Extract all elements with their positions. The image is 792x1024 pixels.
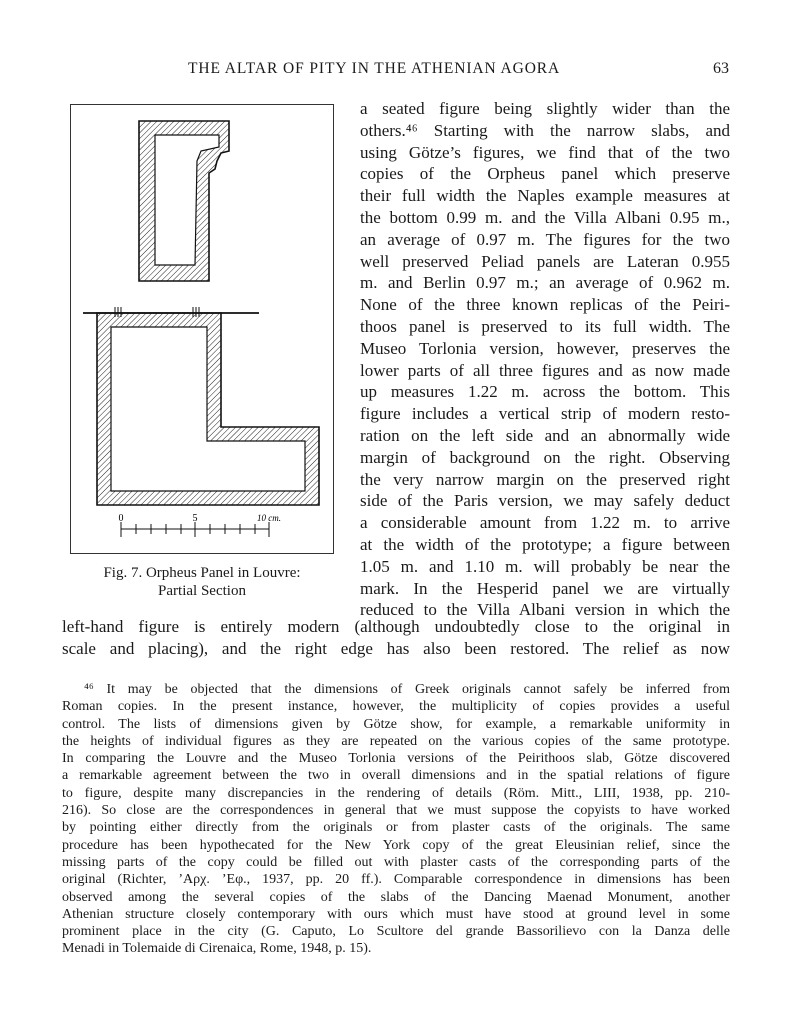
text-line: the very narrow margin on the preserved right xyxy=(360,469,730,489)
footnote-line: 216). So close are the correspondences in general that we must suppose the copyists to have worked xyxy=(62,803,730,819)
text-line: well preserved Peliad panels are Lateran 0.955 xyxy=(360,251,730,271)
footnote-line: Roman copies. In the present instance, however, the multiplicity of copies provides a useful xyxy=(62,699,730,715)
text-line: 1.05 m. and 1.10 m. will probably be near the xyxy=(360,556,730,576)
text-line: a seated figure being slightly wider than the xyxy=(360,99,730,118)
text-line: using Götze’s figures, we find that of the two xyxy=(360,142,730,162)
caption-line-1: Fig. 7. Orpheus Panel in Louvre: xyxy=(103,565,301,581)
footnote-line: observed among the several copies of the slabs of the Dancing Maenad Monument, another xyxy=(62,889,730,905)
footnote-line: by pointing either directly from the originals or from plaster casts of the originals. The same xyxy=(62,820,730,836)
text-line: left-hand figure is entirely modern (although undoubtedly close to the original in xyxy=(62,617,730,636)
footnote-line: control. The lists of dimensions given by Götze show, for example, a remarkable uniformity in xyxy=(62,716,730,732)
text-line: Museo Torlonia version, however, preserves the xyxy=(360,338,730,358)
caption-line-2: Partial Section xyxy=(158,583,246,599)
footnote-line: ⁴⁶ It may be objected that the dimensions of Greek originals cannot safely be inferred from xyxy=(84,682,730,697)
scale-label-10: 10 cm. xyxy=(257,513,281,523)
text-line: their full width the Naples example measures at xyxy=(360,186,730,206)
text-line: side of the Paris version, we may safely deduct xyxy=(360,491,730,511)
footnote-line: In comparing the Louvre and the Museo Torlonia versions of the Peirithoos slab, Götze discovered xyxy=(62,751,730,767)
text-line: a considerable amount from 1.22 m. to arrive xyxy=(360,513,730,533)
text-line: ration on the left side and an abnormally wide xyxy=(360,425,730,445)
body-text-full-width xyxy=(62,616,730,660)
footnote-line: Athenian structure closely contemporary with ours which must have stood at ground level in some xyxy=(62,906,730,922)
footnote-46 xyxy=(62,681,730,958)
orpheus-panel-section-drawing xyxy=(71,105,335,555)
footnote-line: to figure, despite many discrepancies in the rendering of details (Röm. Mitt., LIII, 1938, pp. 210- xyxy=(62,785,730,801)
page-number: 63 xyxy=(713,60,729,77)
footnote-line: the heights of individual figures as they are repeated on the various copies of the same prototype. xyxy=(62,733,730,749)
body-text-right-column xyxy=(360,98,730,621)
text-line: lower parts of all three figures and as now made xyxy=(360,360,730,380)
footnote-line: procedure has been hypothecated for the New York copy of the great Eleusinian relief, since the xyxy=(62,837,730,853)
scale-label-5: 5 xyxy=(192,513,198,524)
text-line: None of the three known replicas of the Peiri- xyxy=(360,295,730,315)
text-line: margin of background on the right. Observing xyxy=(360,447,730,467)
running-title: THE ALTAR OF PITY IN THE ATHENIAN AGORA xyxy=(188,60,561,77)
scale-label-0: 0 xyxy=(118,513,124,524)
footnote-line: original (Richter, ’Aρχ. ’Eφ., 1937, pp. 20 ff.). Comparable correspondence in dimensions has been xyxy=(62,872,730,888)
text-line: the bottom 0.99 m. and the Villa Albani 0.95 m., xyxy=(360,207,730,227)
text-line: at the width of the prototype; a figure between xyxy=(360,534,730,554)
footnote-line: a remarkable agreement between the two in overall dimensions and in the spatial relations of figure xyxy=(62,768,730,784)
figure-caption xyxy=(70,564,334,600)
text-line: reduced to the Villa Albani version in which the xyxy=(360,600,730,620)
footnote-line: Menadi in Tolemaide di Cirenaica, Rome, 1948, p. 15). xyxy=(62,941,372,957)
figure-7 xyxy=(70,104,334,554)
text-line: scale and placing), and the right edge has also been restored. The relief as now xyxy=(62,638,730,658)
running-header xyxy=(0,60,792,82)
text-line: thoos panel is preserved to its full width. The xyxy=(360,316,730,336)
scale-bar xyxy=(121,522,269,537)
text-line: up measures 1.22 m. across the bottom. This xyxy=(360,382,730,402)
text-line: others.⁴⁶ Starting with the narrow slabs, and xyxy=(360,120,730,140)
text-line: mark. In the Hesperid panel we are virtually xyxy=(360,578,730,598)
footnote-line: missing parts of the copy could be filled out with plaster casts of the corresponding parts of the xyxy=(62,854,730,870)
text-line: figure includes a vertical strip of modern resto- xyxy=(360,404,730,424)
footnote-line: prominent place in the city (G. Caputo, Lo Scultore del grande Bassorilievo con la Danza delle xyxy=(62,924,730,940)
text-line: copies of the Orpheus panel which preserve xyxy=(360,164,730,184)
text-line: m. and Berlin 0.97 m.; an average of 0.962 m. xyxy=(360,273,730,293)
text-line: an average of 0.97 m. The figures for the two xyxy=(360,229,730,249)
